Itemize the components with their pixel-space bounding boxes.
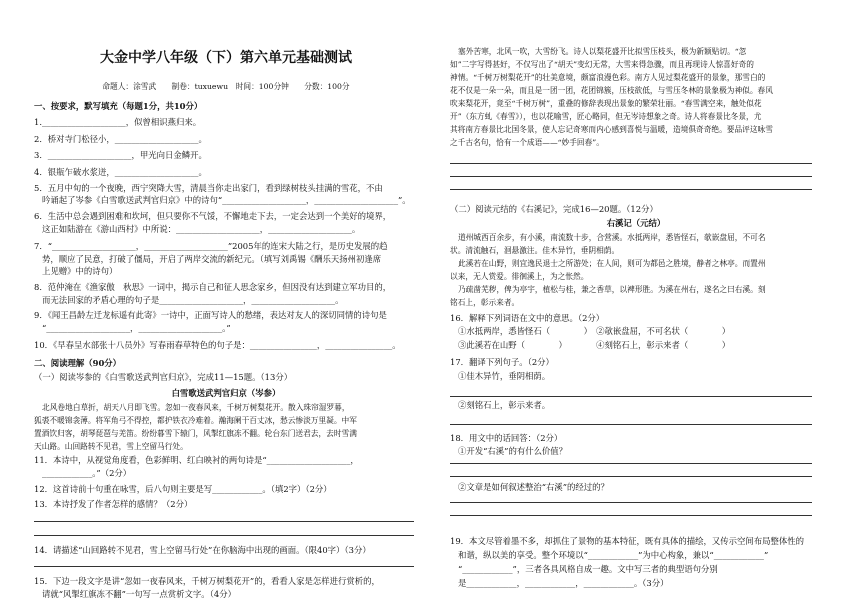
part2-heading: 二、阅读理解（90分） [34,358,122,368]
question-16-items: ①水抵两岸，悉皆怪石（ ） ②欹嵌盘屈，不可名状（ ） [458,326,731,336]
question-19-line2: 和谐，纵以美的享受。整个环境以“____________”为中心构象，兼以“____________” [458,550,769,560]
essay-line: 道州城西百余步，有小溪，南流数十步，合营溪。水抵两岸，悉皆怪石，欹嵌盘屈，不可名 [458,233,766,242]
answer-line [450,176,812,177]
sample-text-line: 其将南方春景比北国冬景，使人忘记奇寒而内心感到喜悦与温暖，造境俱奇奇绝。要品评这咏雪 [450,125,773,134]
essay-title: 右溪记（元结） [606,218,666,228]
answer-line [450,476,812,477]
answer-line [34,566,414,567]
question-17: 17．翻译下列句子。（2分） [450,357,554,367]
essay-line: 此溪若在山野，则宜逸民退士之所游处；在人间，则可为都邑之胜境，静者之林亭。而置州 [458,259,766,268]
answer-line [34,535,414,536]
question-19-line1: 19．本文尽管着墨不多，却抓住了景物的基本特征，既有具体的描绘，又传示空间布局整体性的 [450,536,805,546]
sample-text-line: 吹来梨花开，竟至“千树万树”，重叠的修辞表现出景象的繁荣壮丽。“春雪满空来，触处似花 [450,99,762,108]
essay-line: 铭石上，彰示来者。 [450,298,520,307]
question-13: 13．本诗抒发了作者怎样的感情？（2分） [34,499,193,509]
question-6-line1: 6．生活中总会遇到困难和坎坷，但只要你不气馁，不懈地走下去，一定会达到一个美好的境界， [34,211,392,221]
question-11-line1: 11．本诗中，从视觉角度看，色彩鲜明、红白映衬的两句诗是“____________________， [34,455,359,465]
question-8-line1: 8．范仲淹在《渔家傲 秋思》一词中，揭示自己和征人思念家乡，但因没有达到建立军功目的， [34,282,392,292]
poem-line-3: 置酒饮归客，胡琴琵琶与羌笛。纷纷暮雪下辕门，风掣红旗冻不翻。轮台东门送君去，去时雪满 [34,429,357,438]
essay-line: 以来，无人赏爱。徘徊溪上，为之怅然。 [450,272,589,281]
essay-line: 状。清流触石，洄悬激注。佳木异竹，垂阴相荫。 [450,246,620,255]
question-17-item-1: ①佳木异竹，垂阴相荫。 [458,371,551,381]
answer-line [450,463,812,464]
question-18-item-1: ①开发“右溪”的有什么价值？ [458,446,568,456]
question-7-line2: 势，顺应了民意，打破了僵局，开启了两岸交流的新纪元。（填写刘禹锡《酬乐天扬州初逢席 [42,254,382,264]
answer-line [34,521,414,522]
question-18: 18．用文中的话回答：（2分） [450,433,563,443]
reading-2-intro: （二）阅读元结的《右溪记》，完成16—20题。（12分） [450,204,658,214]
poem-line-2: 狐裘不暖锦衾薄。将军角弓不得控，都护铁衣冷难着。瀚海阑干百丈冰，愁云惨淡万里凝。中军 [34,416,357,425]
question-19-line4: 是____________，____________，____________。（3分） [458,578,669,588]
answer-line [450,424,812,425]
question-2: 2．桥对寺门松径小，____________________。 [34,134,207,144]
sample-text-line: 之千古名句，恰有一个成语——“妙手回春”。 [450,138,604,147]
sample-text-line: 开”（东方虬《春雪》），也以花喻雪，匠心略同，但无岑诗想象之奇。诗人将春景比冬景，尤 [450,112,762,121]
poem-title: 白雪歌送武判官归京（岑参） [171,388,281,398]
essay-line: 乃疏凿芜秽，俾为亭宇，植松与桂，兼之香草，以裨形胜。为溪在州右，遂名之曰右溪。刻 [458,285,766,294]
poem-line-4: 天山路。山回路转不见君，雪上空留马行处。 [34,442,188,451]
reading-1-intro: （一）阅读岑参的《白雪歌送武判官归京》，完成11—15题。（13分） [34,372,293,382]
answer-line [450,163,812,164]
sample-text-line: 花不仅是一朵一朵，而且是一团一团，花团锦簇，压枝欲低，与雪压冬林的景象极为神似。春风 [450,86,773,95]
question-17-item-2: ②刻铭石上，彰示来者。 [458,400,551,410]
sample-text-line: 神情。“千树万树梨花开”的壮美意境，颇富浪漫色彩。南方人见过梨花盛开的景象，那雪白的 [450,73,766,82]
question-16-items: ③此溪若在山野（ ） ④刻铭石上，彰示来者（ ） [458,340,731,350]
answer-line [450,515,812,516]
question-9-line2: “____________________，____________________。” [42,323,231,333]
question-18-item-2: ②文章是如何叙述整治“右溪”的经过的？ [458,482,609,492]
question-4: 4．银瓶乍破水浆迸，____________________。 [34,167,207,177]
question-7-line1: 7．“____________________，____________________”2005年的连宋大陆之行，是历史发展的趋 [34,241,388,251]
question-9-line1: 9．《闻王昌龄左迁龙标遥有此寄》一诗中，正面写诗人的愁绪，表达对友人的深切同情的诗句是 [34,310,387,320]
question-12: 12．这首诗前十句重在咏雪，后八句则主要是写____________。（填2字）（2分） [34,484,332,494]
exam-meta: 命题人：涂雪武 制卷：tuxuewu 时间：100分钟 分数：100分 [102,82,350,91]
question-1: 1.____________________，似曾相识燕归来。 [34,117,202,127]
question-14: 14．请描述“山回路转不见君，雪上空留马行处”在你脑海中出现的画面。（限40字）（3分） [34,545,371,555]
poem-line-1: 北风卷地白草折，胡天八月即飞雪。忽如一夜春风来，千树万树梨花开。散入珠帘湿罗幕， [42,403,350,412]
question-6-line2: 这正如陆游在《游山西村》中所说：____________________，____________________。 [42,224,361,234]
sample-text-line: 如”二字写得甚好，不仅写出了“胡天”变幻无常，大雪来得急骤，而且再现诗人惊喜好奇的 [450,60,754,69]
question-19-line3: “____________”，三者各具风格自成一趣。文中写三者的典型语句分别 [458,564,718,574]
exam-title: 大金中学八年级（下）第六单元基础测试 [100,50,352,66]
answer-line [450,502,812,503]
question-11-line2: ____________。”（2分） [42,468,132,478]
sample-text-line: 塞外苦寒，北风一吹，大雪纷飞。诗人以梨花盛开比拟雪压枝头，极为新颖贴切。“忽 [458,47,747,56]
question-10: 10．《早春呈水部张十八员外》写春雨春草特色的句子是：________________，________________。 [34,340,401,350]
question-3: 3．____________________，甲光向日金鳞开。 [34,150,207,160]
question-16: 16．解释下列词语在文中的意思。（2分） [450,313,605,323]
question-15-line1: 15．下边一段文字是讲“忽如一夜春风来，千树万树梨花开”的，看看人家是怎样进行赏析的， [34,576,380,586]
question-5-line2: 吟诵起了岑参《白雪歌送武判官归京》中的诗句“____________________，____________________”。 [42,195,411,205]
part1-heading: 一、按要求，默写填充（每题1分，共10分） [34,101,203,111]
answer-line [450,189,812,190]
question-15-line2: 请就“风掣红旗冻不翻”一句写一点赏析文字。（4分） [42,589,236,599]
answer-line [450,396,812,397]
question-8-line2: 而无法回家的矛盾心理的句子是____________________，____________________。 [42,295,344,305]
question-5-line1: 5．五月中旬的一个夜晚，西宁突降大雪，清晨当你走出家门，看到绿树枝头挂满的雪花，不由 [34,183,383,193]
question-7-line3: 上见赠》中的诗句） [42,266,118,276]
